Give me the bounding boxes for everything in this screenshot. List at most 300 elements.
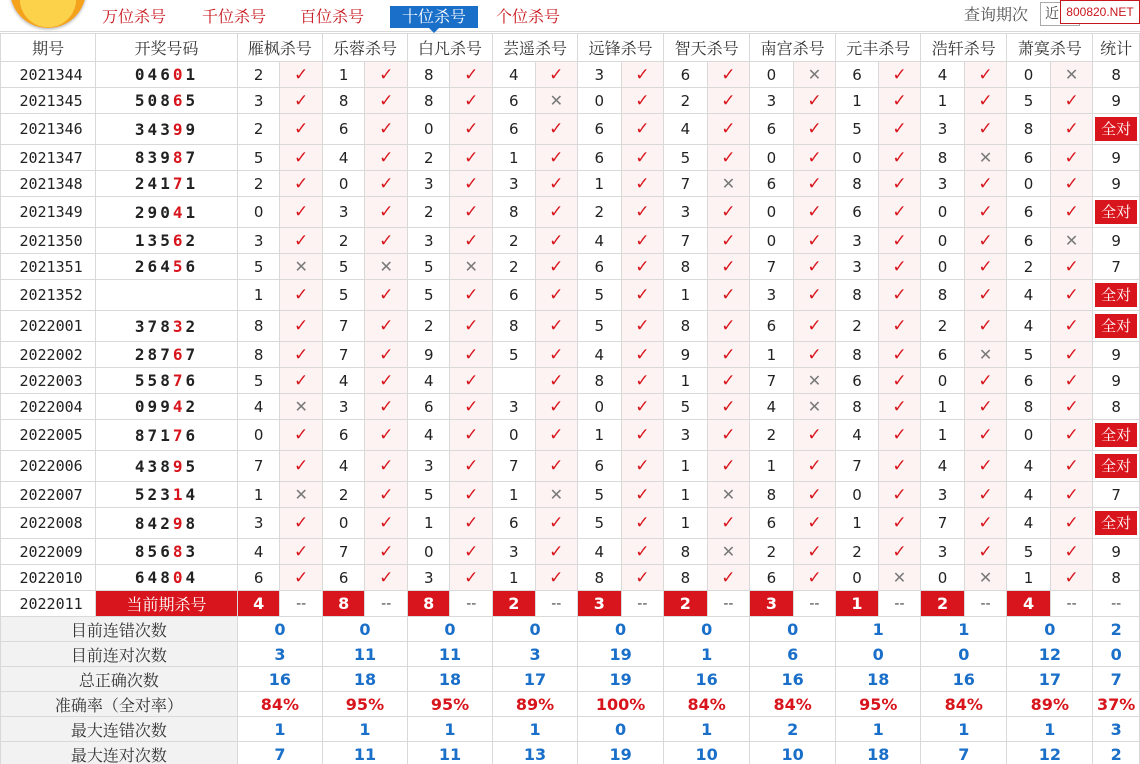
draw-digit: 3 <box>160 485 173 504</box>
result-mark-cell <box>707 114 750 145</box>
result-mark-cell <box>707 254 750 280</box>
kill-number-cell: 4 <box>578 342 622 368</box>
result-mark-cell <box>964 280 1007 311</box>
stat-cell <box>1093 171 1140 197</box>
kill-number-cell: 8 <box>407 62 450 88</box>
kill-number-cell: 0 <box>322 171 365 197</box>
summary-label: 总正确次数 <box>1 667 238 692</box>
current-kill-number: 4 <box>237 591 280 617</box>
tab-wan[interactable]: 万位杀号 <box>102 7 167 26</box>
check-icon: ✓ <box>978 425 993 445</box>
stat-cell <box>1093 62 1140 88</box>
check-icon: ✓ <box>807 344 822 365</box>
kill-number-cell: 3 <box>921 482 965 508</box>
kill-number-cell: 5 <box>407 482 450 508</box>
result-mark-cell <box>621 311 664 342</box>
check-icon: ✓ <box>635 344 650 365</box>
draw-digit: 4 <box>160 257 173 276</box>
kill-number-cell: 1 <box>237 482 280 508</box>
kill-number-cell: 5 <box>237 145 280 171</box>
result-mark-cell <box>793 254 836 280</box>
draw-digit-tens: 6 <box>172 345 186 364</box>
cross-icon: ✕ <box>807 370 822 390</box>
summary-value: 1 <box>407 717 492 742</box>
kill-number-cell: 1 <box>836 508 879 539</box>
result-mark-cell <box>707 482 750 508</box>
summary-value: 95% <box>407 692 492 717</box>
result-mark-cell <box>878 451 921 482</box>
kill-number-cell: 2 <box>237 171 280 197</box>
summary-label: 目前连对次数 <box>1 642 238 667</box>
check-icon: ✓ <box>549 541 564 562</box>
kill-number-cell: 0 <box>1007 62 1051 88</box>
result-mark-cell <box>535 197 578 228</box>
draw-digit: 9 <box>147 397 161 416</box>
check-icon: ✓ <box>294 119 309 139</box>
kill-number-cell: 4 <box>578 539 622 565</box>
kill-number-cell: 6 <box>322 420 365 451</box>
draw-digit: 3 <box>160 119 173 139</box>
result-mark-cell <box>280 394 323 420</box>
kill-number-cell: 1 <box>1007 565 1051 591</box>
summary-value: 0 <box>921 642 1007 667</box>
draw-digit: 6 <box>185 371 199 390</box>
check-icon: ✓ <box>379 567 394 588</box>
kill-number-cell: 0 <box>921 368 965 394</box>
issue-cell: 2022009 <box>1 539 96 565</box>
summary-value: 16 <box>750 667 836 692</box>
kill-number-cell: 8 <box>407 88 450 114</box>
stat-value: 9 <box>1111 542 1121 561</box>
kill-number-cell: 7 <box>750 368 794 394</box>
kill-number-cell: 1 <box>921 394 965 420</box>
draw-number-cell <box>96 88 238 114</box>
table-row <box>1 114 1140 145</box>
draw-number-cell <box>96 280 238 311</box>
current-issue-row <box>1 591 1140 617</box>
cross-icon: ✕ <box>379 256 393 276</box>
draw-digit: 7 <box>147 316 161 336</box>
tab-bai[interactable]: 百位杀号 <box>300 7 365 26</box>
result-mark-cell <box>707 539 750 565</box>
table-row <box>1 228 1140 254</box>
draw-digit: 5 <box>185 91 199 110</box>
check-icon: ✓ <box>1064 147 1079 168</box>
stat-cell <box>1093 145 1140 171</box>
kill-number-cell: 2 <box>1007 254 1051 280</box>
kill-number-cell: 3 <box>921 114 965 145</box>
stat-value: 9 <box>1111 371 1121 390</box>
stat-cell: -- <box>1093 591 1140 617</box>
draw-digit: 6 <box>185 425 199 445</box>
kill-number-cell: 8 <box>836 342 879 368</box>
check-icon: ✓ <box>379 344 394 365</box>
draw-digit: 5 <box>185 456 199 476</box>
check-icon: ✓ <box>721 90 736 111</box>
result-mark-cell <box>964 482 1007 508</box>
cross-icon: ✕ <box>978 567 993 587</box>
draw-digit: 9 <box>160 148 173 167</box>
check-icon: ✓ <box>635 285 650 305</box>
col-header-expert[interactable]: 南宫杀号 <box>750 34 836 62</box>
result-mark-cell <box>365 508 408 539</box>
kill-number-cell: 6 <box>407 394 450 420</box>
draw-digit: 1 <box>185 65 199 84</box>
kill-number-cell: 2 <box>493 254 536 280</box>
check-icon: ✓ <box>464 425 479 445</box>
draw-number-cell <box>96 508 238 539</box>
kill-number-cell: 0 <box>237 420 280 451</box>
draw-digit: 2 <box>134 174 148 193</box>
summary-value-stat: 7 <box>1093 667 1140 692</box>
table-row <box>1 482 1140 508</box>
draw-digit: 0 <box>134 65 148 84</box>
check-icon: ✓ <box>721 256 736 277</box>
all-correct-badge: 全对 <box>1095 117 1137 141</box>
result-mark-cell <box>280 88 323 114</box>
result-mark-cell <box>365 342 408 368</box>
summary-value: 18 <box>322 667 407 692</box>
draw-digit: 3 <box>147 148 161 167</box>
result-mark-cell <box>535 311 578 342</box>
kill-number-cell: 1 <box>237 280 280 311</box>
cross-icon: ✕ <box>549 90 563 110</box>
pending-mark: -- <box>878 591 921 617</box>
draw-digit: 6 <box>160 542 173 561</box>
result-mark-cell <box>535 280 578 311</box>
check-icon: ✓ <box>379 425 394 445</box>
kill-number-cell: 0 <box>921 254 965 280</box>
result-mark-cell <box>280 342 323 368</box>
all-correct-badge: 全对 <box>1095 283 1137 307</box>
check-icon: ✓ <box>978 173 993 194</box>
result-mark-cell <box>621 482 664 508</box>
draw-digit: 8 <box>147 345 161 364</box>
result-mark-cell <box>793 197 836 228</box>
result-mark-cell <box>621 145 664 171</box>
check-icon: ✓ <box>635 370 650 391</box>
kill-number-cell: 6 <box>322 114 365 145</box>
check-icon: ✓ <box>1064 513 1079 533</box>
check-icon: ✓ <box>807 147 822 168</box>
kill-number-cell: 1 <box>493 482 536 508</box>
current-kill-label: 当前期杀号 <box>96 591 238 617</box>
col-header-expert[interactable]: 雁枫杀号 <box>237 34 322 62</box>
result-mark-cell <box>1050 451 1093 482</box>
col-header-expert[interactable]: 元丰杀号 <box>836 34 921 62</box>
result-mark-cell <box>450 280 493 311</box>
cross-icon: ✕ <box>978 147 993 167</box>
check-icon: ✓ <box>549 456 564 476</box>
table-row <box>1 62 1140 88</box>
kill-number-cell: 0 <box>836 145 879 171</box>
check-icon: ✓ <box>1064 456 1079 476</box>
kill-number-cell: 6 <box>493 280 536 311</box>
site-logo <box>10 0 86 28</box>
stat-cell <box>1093 280 1140 311</box>
check-icon: ✓ <box>892 396 907 417</box>
kill-number-cell: 5 <box>1007 539 1051 565</box>
result-mark-cell <box>878 114 921 145</box>
draw-digit-tens: 7 <box>172 371 186 390</box>
result-mark-cell <box>535 394 578 420</box>
draw-digit: 7 <box>185 148 199 167</box>
kill-number-cell: 2 <box>237 62 280 88</box>
table-row <box>1 539 1140 565</box>
kill-number-cell: 8 <box>750 482 794 508</box>
check-icon: ✓ <box>892 370 907 391</box>
check-icon: ✓ <box>892 285 907 305</box>
query-select[interactable]: 近 <box>1040 2 1080 26</box>
check-icon: ✓ <box>379 202 394 222</box>
kill-number-cell: 4 <box>493 62 536 88</box>
check-icon: ✓ <box>978 513 993 533</box>
check-icon: ✓ <box>1064 119 1079 139</box>
summary-value: 2 <box>750 717 836 742</box>
kill-number-cell: 0 <box>407 539 450 565</box>
top-bar <box>0 0 1140 32</box>
tab-qian[interactable]: 千位杀号 <box>202 7 267 26</box>
kill-number-cell: 3 <box>237 88 280 114</box>
result-mark-cell <box>450 88 493 114</box>
check-icon: ✓ <box>464 173 479 194</box>
check-icon: ✓ <box>978 202 993 222</box>
kill-number-cell: 9 <box>407 342 450 368</box>
result-mark-cell <box>878 197 921 228</box>
kill-number-cell: 2 <box>407 311 450 342</box>
draw-digit-tens: 6 <box>172 231 186 250</box>
result-mark-cell <box>707 62 750 88</box>
kill-number-cell: 5 <box>578 280 622 311</box>
check-icon: ✓ <box>1064 344 1079 365</box>
tab-shi[interactable]: 十位杀号 <box>390 6 478 28</box>
check-icon: ✓ <box>635 316 650 336</box>
draw-digit-tens: 8 <box>172 148 186 167</box>
kill-number-cell: 7 <box>237 451 280 482</box>
result-mark-cell <box>878 420 921 451</box>
check-icon: ✓ <box>379 173 394 194</box>
col-header-expert[interactable]: 白凡杀号 <box>407 34 492 62</box>
kill-number-cell: 6 <box>1007 228 1051 254</box>
issue-cell: 2022008 <box>1 508 96 539</box>
kill-number-cell: 6 <box>750 508 794 539</box>
check-icon: ✓ <box>635 90 650 111</box>
col-header-expert[interactable]: 乐蓉杀号 <box>322 34 407 62</box>
check-icon: ✓ <box>1064 541 1079 562</box>
kill-number-cell: 6 <box>493 88 536 114</box>
result-mark-cell <box>1050 197 1093 228</box>
issue-cell: 2021344 <box>1 62 96 88</box>
result-mark-cell <box>878 565 921 591</box>
result-mark-cell <box>793 114 836 145</box>
result-mark-cell <box>280 420 323 451</box>
pending-mark: -- <box>793 591 836 617</box>
result-mark-cell <box>535 368 578 394</box>
kill-number-cell: 0 <box>1007 171 1051 197</box>
summary-value: 16 <box>921 667 1007 692</box>
kill-number-cell: 5 <box>407 254 450 280</box>
result-mark-cell <box>793 368 836 394</box>
result-mark-cell <box>621 114 664 145</box>
result-mark-cell <box>621 420 664 451</box>
result-mark-cell <box>793 280 836 311</box>
summary-value: 1 <box>664 717 750 742</box>
check-icon: ✓ <box>294 425 309 445</box>
summary-label: 最大连对次数 <box>1 742 238 764</box>
draw-digit: 4 <box>147 119 161 139</box>
current-kill-number: 4 <box>1007 591 1051 617</box>
draw-digit: 2 <box>185 231 199 250</box>
result-mark-cell <box>280 368 323 394</box>
kill-number-cell: 5 <box>1007 88 1051 114</box>
col-header-expert[interactable]: 萧寞杀号 <box>1007 34 1093 62</box>
kill-number-cell: 6 <box>578 254 622 280</box>
stat-value: 9 <box>1111 174 1121 193</box>
result-mark-cell <box>1050 62 1093 88</box>
kill-number-cell: 7 <box>322 311 365 342</box>
col-header-expert[interactable]: 芸遥杀号 <box>493 34 578 62</box>
check-icon: ✓ <box>635 396 650 417</box>
result-mark-cell <box>793 420 836 451</box>
table-row <box>1 451 1140 482</box>
kill-number-cell: 3 <box>578 62 622 88</box>
check-icon: ✓ <box>549 396 564 417</box>
kill-number-cell: 0 <box>322 508 365 539</box>
result-mark-cell <box>450 311 493 342</box>
kill-number-cell: 0 <box>921 197 965 228</box>
kill-number-cell: 6 <box>836 62 879 88</box>
draw-digit: 3 <box>134 119 148 139</box>
kill-number-cell: 2 <box>322 228 365 254</box>
kill-number-cell: 0 <box>237 197 280 228</box>
current-kill-number: 8 <box>407 591 450 617</box>
result-mark-cell <box>535 508 578 539</box>
stat-cell <box>1093 311 1140 342</box>
col-header-expert[interactable]: 浩轩杀号 <box>921 34 1007 62</box>
kill-number-cell: 5 <box>237 254 280 280</box>
result-mark-cell <box>793 508 836 539</box>
kill-number-cell: 8 <box>322 88 365 114</box>
check-icon: ✓ <box>978 541 993 562</box>
kill-number-cell: 3 <box>921 539 965 565</box>
draw-digit-tens: 9 <box>172 456 186 476</box>
result-mark-cell <box>535 482 578 508</box>
kill-number-cell: 3 <box>407 565 450 591</box>
kill-number-cell: 4 <box>322 145 365 171</box>
draw-digit: 8 <box>134 148 148 167</box>
kill-number-cell: 3 <box>836 254 879 280</box>
result-mark-cell <box>793 451 836 482</box>
kill-number-cell: 1 <box>578 171 622 197</box>
summary-row <box>1 617 1140 642</box>
kill-number-cell: 4 <box>1007 508 1051 539</box>
check-icon: ✓ <box>892 64 907 85</box>
check-icon: ✓ <box>635 202 650 222</box>
result-mark-cell <box>365 311 408 342</box>
draw-digit: 2 <box>147 485 161 504</box>
stat-cell <box>1093 420 1140 451</box>
pending-mark: -- <box>621 591 664 617</box>
table-row <box>1 88 1140 114</box>
kill-number-cell: 3 <box>407 171 450 197</box>
summary-value: 18 <box>836 742 921 764</box>
draw-digit: 4 <box>134 456 148 476</box>
result-mark-cell <box>535 228 578 254</box>
kill-number-cell: 7 <box>664 171 708 197</box>
check-icon: ✓ <box>294 64 309 85</box>
kill-number-cell: 4 <box>322 451 365 482</box>
result-mark-cell <box>365 114 408 145</box>
kill-number-cell: 6 <box>237 565 280 591</box>
draw-number-cell <box>96 228 238 254</box>
all-correct-badge: 全对 <box>1095 454 1137 478</box>
issue-cell: 2021348 <box>1 171 96 197</box>
check-icon: ✓ <box>721 230 736 251</box>
summary-value: 0 <box>836 642 921 667</box>
check-icon: ✓ <box>549 344 564 365</box>
check-icon: ✓ <box>635 173 650 194</box>
kill-number-cell: 3 <box>921 171 965 197</box>
kill-number-cell: 0 <box>578 394 622 420</box>
draw-digit: 4 <box>147 174 161 193</box>
result-mark-cell <box>878 539 921 565</box>
tab-ge[interactable]: 个位杀号 <box>496 7 561 26</box>
summary-value-stat: 2 <box>1093 617 1140 642</box>
issue-cell: 2021347 <box>1 145 96 171</box>
check-icon: ✓ <box>1064 396 1079 417</box>
kill-number-cell: 2 <box>322 482 365 508</box>
draw-digit: 7 <box>185 345 199 364</box>
check-icon: ✓ <box>635 119 650 139</box>
result-mark-cell <box>1050 508 1093 539</box>
check-icon: ✓ <box>464 316 479 336</box>
kill-number-cell: 2 <box>237 114 280 145</box>
kill-number-cell: 2 <box>578 197 622 228</box>
kill-number-cell: 1 <box>664 368 708 394</box>
result-mark-cell <box>1050 114 1093 145</box>
kill-number-cell: 8 <box>1007 114 1051 145</box>
result-mark-cell <box>450 482 493 508</box>
draw-digit: 7 <box>160 345 173 364</box>
kill-number-cell: 8 <box>493 311 536 342</box>
kill-number-cell: 0 <box>493 420 536 451</box>
stat-cell <box>1093 342 1140 368</box>
kill-number-cell: 1 <box>921 420 965 451</box>
result-mark-cell <box>280 451 323 482</box>
result-mark-cell <box>535 539 578 565</box>
stat-cell <box>1093 482 1140 508</box>
result-mark-cell <box>964 368 1007 394</box>
result-mark-cell <box>707 368 750 394</box>
kill-number-cell: 4 <box>1007 482 1051 508</box>
result-mark-cell <box>964 539 1007 565</box>
summary-value: 19 <box>578 642 664 667</box>
kill-number-cell: 6 <box>493 114 536 145</box>
draw-digit-tens: 4 <box>172 397 186 416</box>
draw-digit-tens: 0 <box>172 65 186 84</box>
col-header-expert[interactable]: 智天杀号 <box>664 34 750 62</box>
kill-number-cell: 0 <box>836 482 879 508</box>
col-header-expert[interactable]: 远锋杀号 <box>578 34 664 62</box>
current-kill-number: 3 <box>750 591 794 617</box>
check-icon: ✓ <box>721 396 736 417</box>
check-icon: ✓ <box>721 316 736 336</box>
summary-value: 17 <box>1007 667 1093 692</box>
draw-number-cell <box>96 420 238 451</box>
table-row <box>1 280 1140 311</box>
check-icon: ✓ <box>635 541 650 562</box>
query-label: 查询期次 <box>964 5 1029 24</box>
